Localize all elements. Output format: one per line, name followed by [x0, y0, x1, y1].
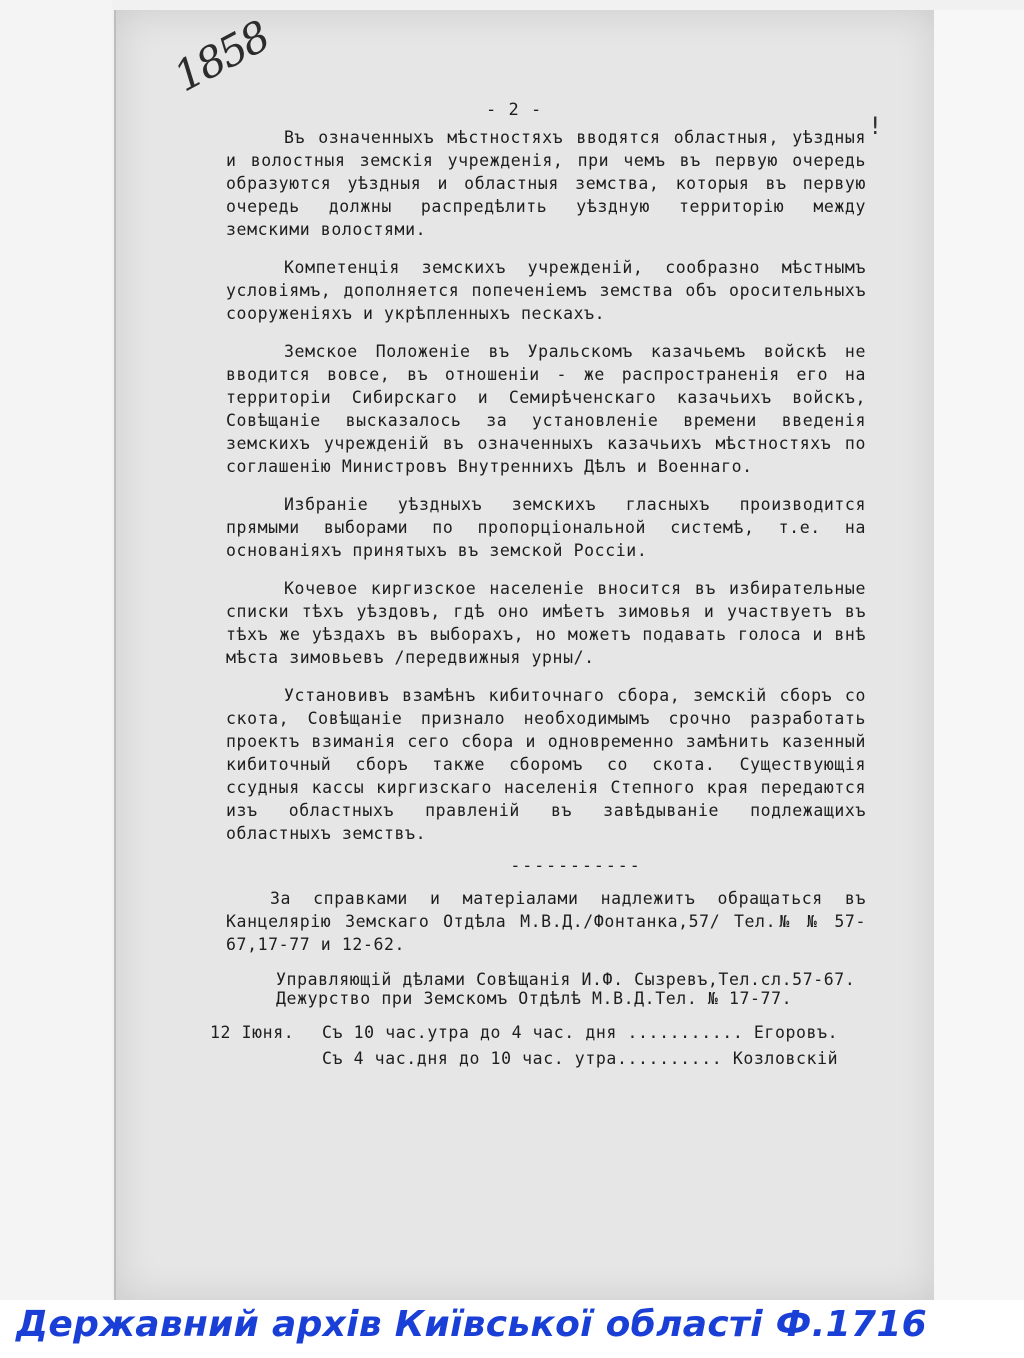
duty-row [210, 1020, 850, 1046]
archive-caption: Державний архів Київської області Ф.1716 [16, 1304, 928, 1345]
duty-schedule [210, 1020, 850, 1072]
paragraph-nomadic-population: Кочевое киргизское населеніе вносится въ избирательные списки тѣхъ уѣздовъ, гдѣ оно имѣетъ зимовья и участвуетъ въ тѣхъ же уѣздахъ въ выборахъ, но можетъ подавать голоса и внѣ мѣста зимовьевъ /передвижныя урны/. [226, 579, 866, 667]
signature-block [276, 970, 866, 1008]
handwritten-archive-number: 1858 [166, 11, 277, 102]
duty-row [210, 1046, 850, 1072]
signature-line-manager: Управляющій дѣлами Совѣщанія И.Ф. Сызревъ,Тел.сл.57-67. [276, 970, 856, 989]
margin-mark-icon: ǃ [868, 112, 883, 140]
duty-date: 12 Іюня. [210, 1023, 295, 1042]
document-body [210, 126, 866, 1072]
duty-row-text: Съ 4 час.дня до 10 час. утра.......... Козловскій [322, 1049, 839, 1068]
paragraph-institutions: Въ означенныхъ мѣстностяхъ вводятся областныя, уѣздныя и волостныя земскія учрежденія, при чемъ въ первую очередь образуются уѣздныя и областныя земства, которыя въ первую очередь должны распредѣлить уѣздную территорію между земскими волостями. [226, 128, 866, 239]
background-left [0, 0, 112, 1300]
separator-line: ----------- [510, 856, 642, 875]
duty-row-text: Съ 10 час.утра до 4 час. дня ........... Егоровъ. [322, 1023, 839, 1042]
paragraph-competence: Компетенція земскихъ учрежденій, сообразно мѣстнымъ условіямъ, дополняется попеченіемъ земства объ оросительныхъ сооруженіяхъ и укрѣпленныхъ пескахъ. [226, 258, 866, 323]
paragraph-elections: Избраніе уѣздныхъ земскихъ гласныхъ производится прямыми выборами по пропорціональной системѣ, т.е. на основаніяхъ принятыхъ въ земской Россіи. [226, 495, 866, 560]
archive-footer [0, 1300, 1024, 1358]
contact-paragraph: За справками и матеріалами надлежитъ обращаться въ Канцелярію Земскаго Отдѣла М.В.Д./Фонтанка,57/ Тел.№ № 57-67,17-77 и 12-62. [226, 889, 866, 954]
page-number: - 2 - [486, 100, 543, 120]
background-right [934, 10, 1024, 1300]
paragraph-cossack-territories: Земское Положеніе въ Уральскомъ казачьемъ войскѣ не вводится вовсе, въ отношеніи - же распространенія его на территоріи Сибирскаго и Семирѣченскаго казачьихъ войскъ, Совѣщаніе высказалось за установленіе времени введенія земскихъ учрежденій въ означенныхъ казачьихъ мѣстностяхъ по соглашенію Министровъ Внутреннихъ Дѣлъ и Военнаго. [226, 342, 866, 476]
signature-line-duty: Дежурство при Земскомъ Отдѣлѣ М.В.Д.Тел. № 17-77. [276, 989, 793, 1008]
paragraph-livestock-levy: Установивъ взамѣнъ кибиточнаго сбора, земскій сборъ со скота, Совѣщаніе признало необходимымъ срочно разработать проектъ взиманія сего сбора и одновременно замѣнить казенный кибиточный сборъ также сборомъ со скота. Существующія ссудныя кассы киргизскаго населенія Степного края передаются изъ областныхъ правленій въ завѣдываніе подлежащихъ областныхъ земствъ. [226, 686, 866, 843]
